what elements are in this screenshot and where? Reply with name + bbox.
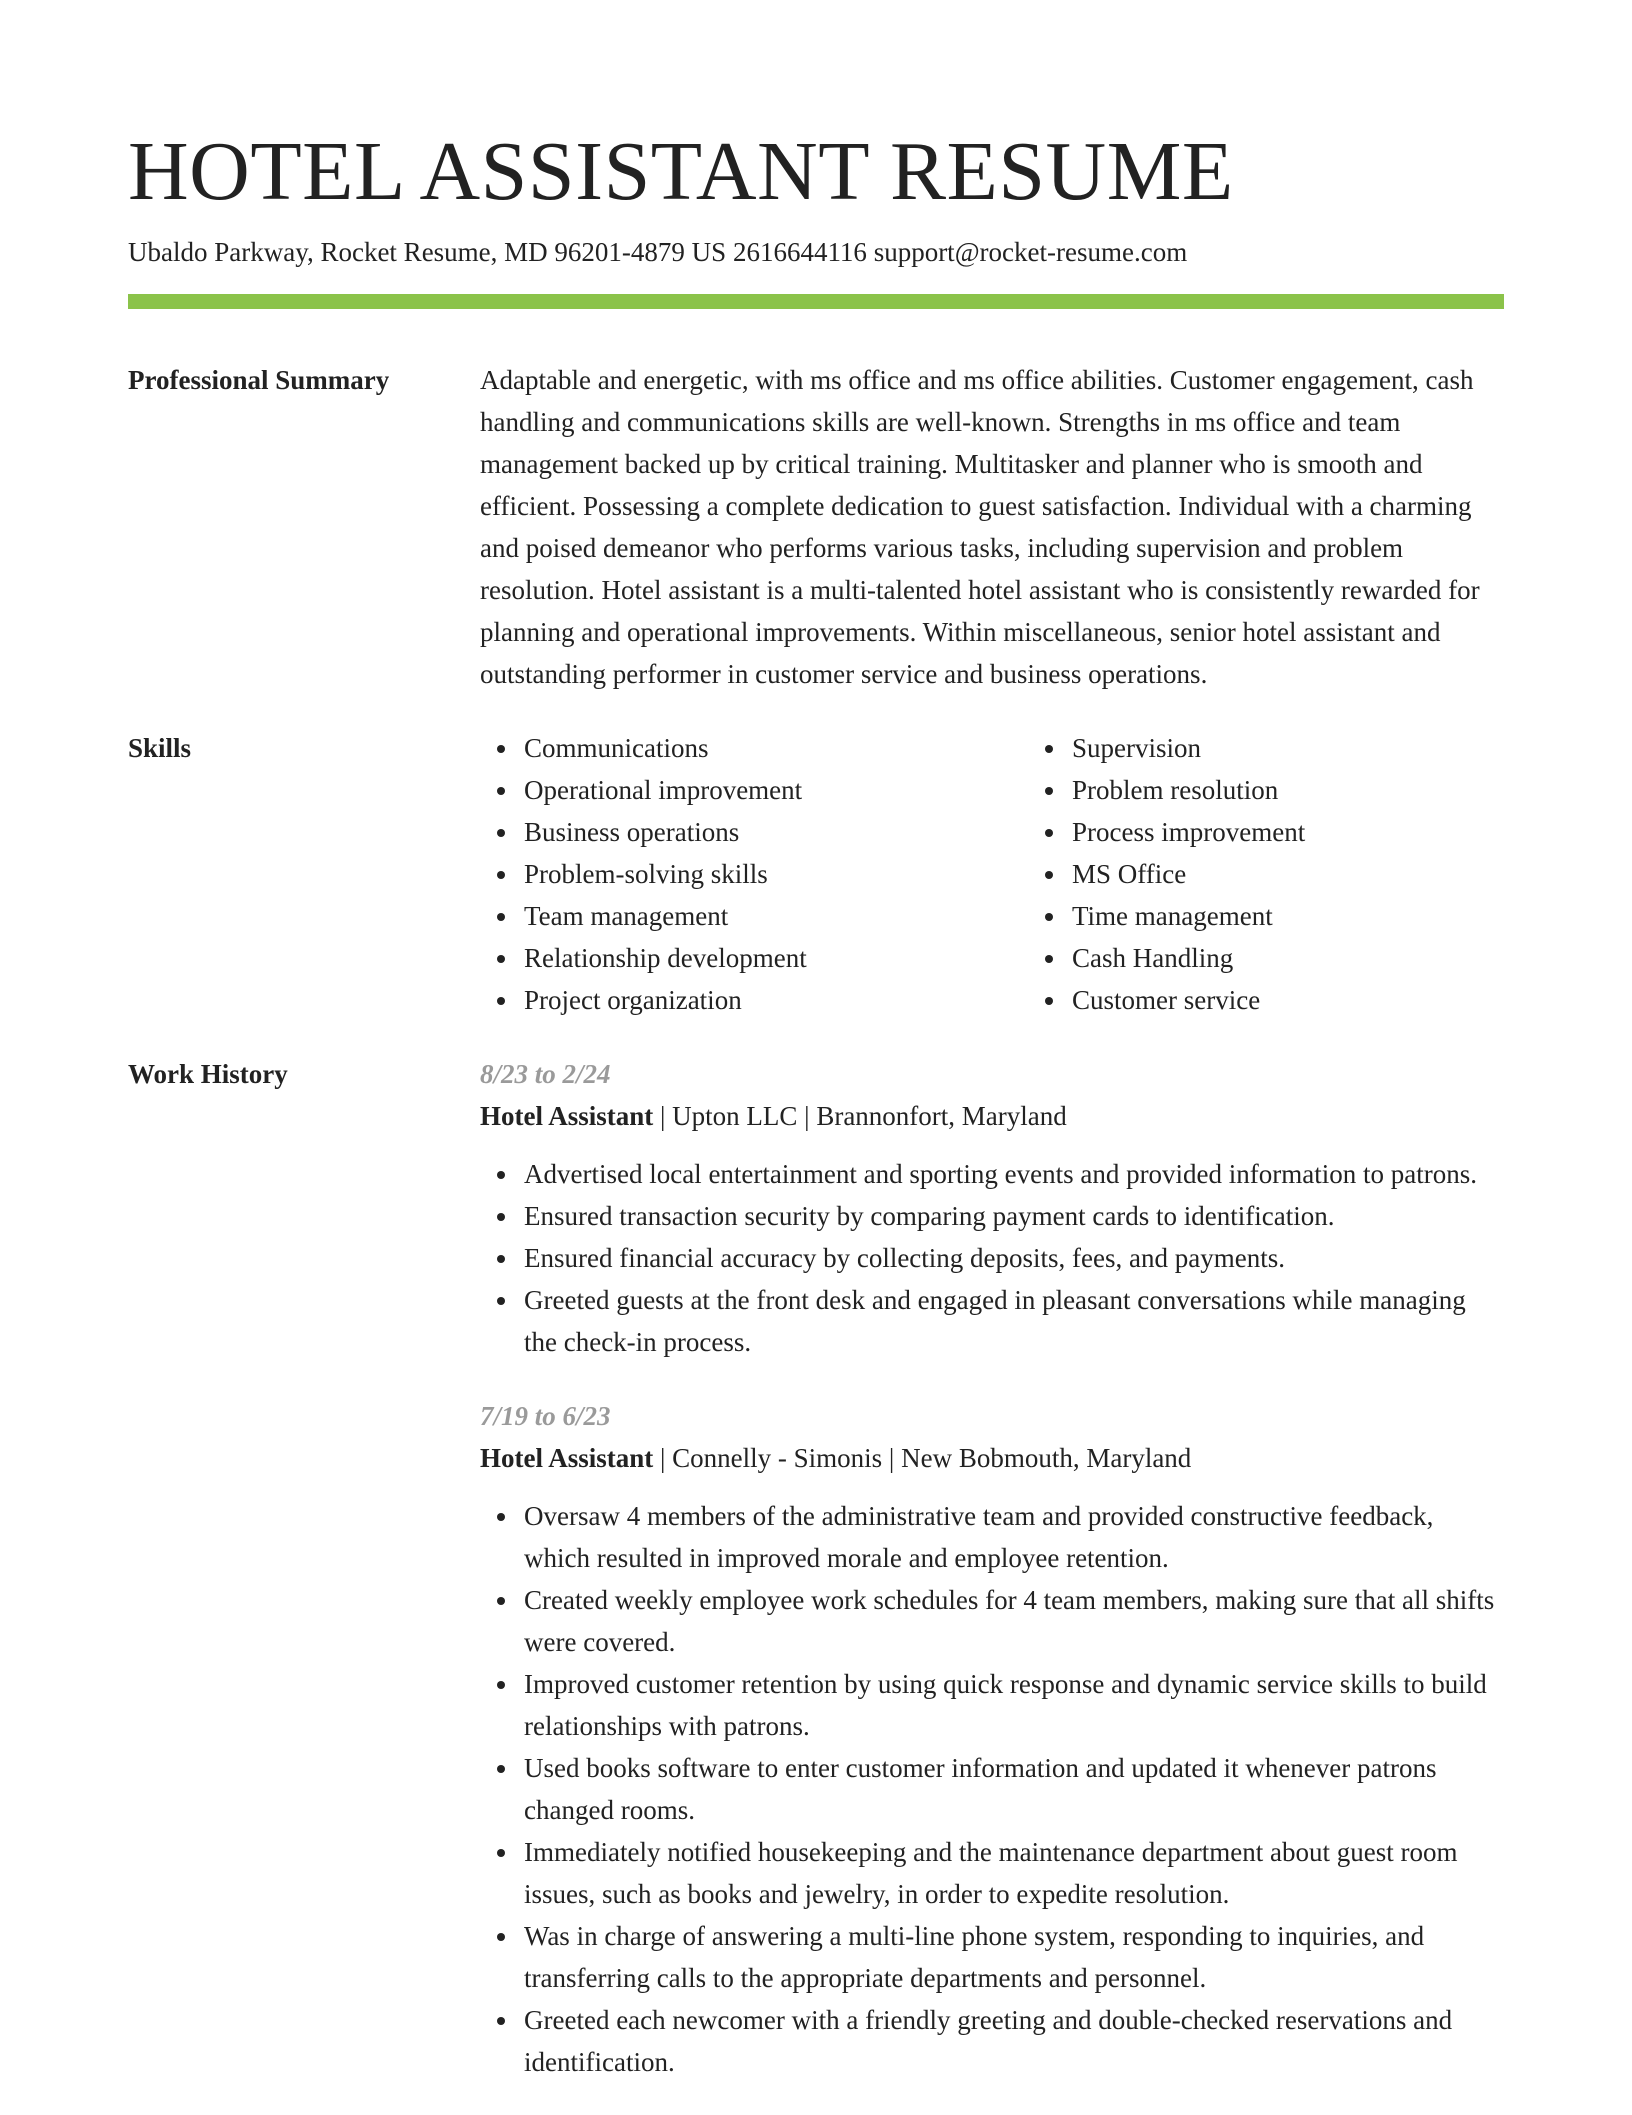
skill-item: MS Office [1072,853,1576,895]
skill-item: Time management [1072,895,1576,937]
work-history-heading: Work History [128,1059,288,1089]
contact-email: support@rocket-resume.com [873,237,1188,267]
resume-page [128,0,1504,2115]
job-details: | Upton LLC | Brannonfort, Maryland [653,1101,1067,1131]
job-bullets [480,1495,1504,2083]
skills-columns [480,727,1576,1021]
header-divider [128,294,1504,309]
job-title-line [480,1437,1504,1479]
job-entry [480,1395,1504,2083]
skills-heading: Skills [128,733,192,763]
skill-item: Supervision [1072,727,1576,769]
job-details: | Connelly - Simonis | New Bobmouth, Maryland [653,1443,1192,1473]
skill-item: Process improvement [1072,811,1576,853]
skills-list-left [480,727,1028,1021]
job-bullet: Oversaw 4 members of the administrative team and provided constructive feedback, which resulted in improved morale and employee retention. [524,1495,1504,1579]
job-dates: 8/23 to 2/24 [480,1059,611,1089]
job-bullet: Greeted guests at the front desk and engaged in pleasant conversations while managing the check-in process. [524,1279,1504,1363]
job-bullet: Was in charge of answering a multi-line phone system, responding to inquiries, and transferring calls to the appropriate departments and personnel. [524,1915,1504,1999]
job-title-line [480,1095,1504,1137]
skills-section [128,727,1504,1021]
skill-item: Team management [524,895,1028,937]
job-entry [480,1053,1504,1363]
job-bullet: Advertised local entertainment and sporting events and provided information to patrons. [524,1153,1504,1195]
skill-item: Project organization [524,979,1028,1021]
job-bullet: Greeted each newcomer with a friendly greeting and double-checked reservations and identification. [524,1999,1504,2083]
skill-item: Operational improvement [524,769,1028,811]
page-title: HOTEL ASSISTANT RESUME [128,125,1234,218]
job-dates: 7/19 to 6/23 [480,1401,611,1431]
skill-item: Communications [524,727,1028,769]
job-bullet: Improved customer retention by using quick response and dynamic service skills to build relationships with patrons. [524,1663,1504,1747]
skill-item: Relationship development [524,937,1028,979]
job-bullet: Used books software to enter customer information and updated it whenever patrons changed rooms. [524,1747,1504,1831]
skill-item: Customer service [1072,979,1576,1021]
job-bullet: Immediately notified housekeeping and the maintenance department about guest room issues, such as books and jewelry, in order to expedite resolution. [524,1831,1504,1915]
skill-item: Problem-solving skills [524,853,1028,895]
job-title: Hotel Assistant [480,1443,654,1473]
summary-text: Adaptable and energetic, with ms office and ms office abilities. Customer engagement, cash handling and communications skills are well-known. Strengths in ms office and team management backed up by critical training. Multitasker and planner who is smooth and efficient. Possessing a complete dedication to guest satisfaction. Individual with a charming and poised demeanor who performs various tasks, including supervision and problem resolution. Hotel assistant is a multi-talented hotel assistant who is consistently rewarded for planning and operational improvements. Within miscellaneous, senior hotel assistant and outstanding performer in customer service and business operations. [480,365,1480,689]
summary-section [128,359,1504,695]
contact-line [128,234,1504,270]
work-history-section [128,1053,1504,2115]
skill-item: Problem resolution [1072,769,1576,811]
job-bullet: Ensured financial accuracy by collecting deposits, fees, and payments. [524,1237,1504,1279]
contact-phone: 2616644116 [732,237,867,267]
skill-item: Business operations [524,811,1028,853]
job-bullet: Created weekly employee work schedules for 4 team members, making sure that all shifts were covered. [524,1579,1504,1663]
job-bullet: Ensured transaction security by comparing payment cards to identification. [524,1195,1504,1237]
summary-heading: Professional Summary [128,365,390,395]
job-bullets [480,1153,1504,1363]
job-title: Hotel Assistant [480,1101,654,1131]
skills-list-right [1028,727,1576,1021]
skill-item: Cash Handling [1072,937,1576,979]
contact-address: Ubaldo Parkway, Rocket Resume, MD 96201-4879 US [128,237,727,267]
